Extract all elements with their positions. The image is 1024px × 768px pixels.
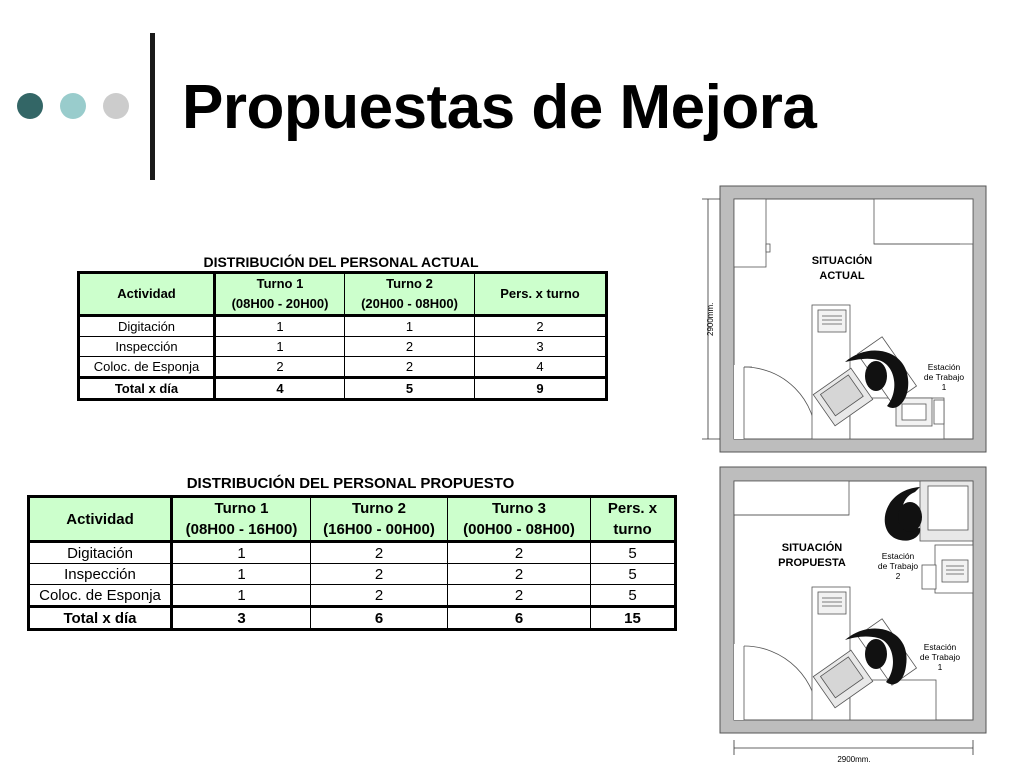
header-line1: Turno 1 bbox=[256, 276, 304, 291]
table-cell: 1 bbox=[172, 564, 311, 585]
table-cell: 1 bbox=[215, 337, 345, 357]
table-header-row bbox=[79, 273, 607, 316]
table-cell: 6 bbox=[448, 607, 591, 630]
table-total-row bbox=[79, 378, 607, 400]
table-cell: 2 bbox=[311, 564, 448, 585]
header-line1: Turno 3 bbox=[492, 500, 546, 517]
floor-plan-propuesta bbox=[690, 464, 995, 768]
situation-label-line1: SITUACIÓN bbox=[811, 255, 873, 267]
title-divider bbox=[150, 33, 155, 180]
table-cell: Inspección bbox=[79, 337, 215, 357]
table-actual bbox=[77, 271, 608, 401]
header-line2: (08H00 - 16H00) bbox=[185, 521, 298, 538]
table-cell: 6 bbox=[311, 607, 448, 630]
header-cell bbox=[172, 497, 311, 542]
header-line1: Turno 2 bbox=[386, 276, 433, 291]
table-cell: 5 bbox=[345, 378, 475, 400]
station-label-line3: 2 bbox=[895, 571, 901, 581]
cabinets bbox=[734, 481, 849, 515]
table-propuesto bbox=[27, 495, 677, 631]
workstation-2-desk bbox=[920, 481, 973, 593]
table-cell: Coloc. de Esponja bbox=[29, 585, 172, 607]
situation-label-line2: PROPUESTA bbox=[778, 557, 846, 569]
dimension-line bbox=[734, 740, 973, 755]
header-line1: Pers. x turno bbox=[500, 286, 580, 301]
table-row bbox=[79, 316, 607, 337]
table-cell: 1 bbox=[172, 585, 311, 607]
table-actual-caption: DISTRIBUCIÓN DEL PERSONAL ACTUAL bbox=[203, 254, 479, 270]
header-cell bbox=[311, 497, 448, 542]
table-cell: 5 bbox=[591, 585, 676, 607]
table-cell: 3 bbox=[172, 607, 311, 630]
header-line2: (16H00 - 00H00) bbox=[323, 521, 435, 538]
table-cell: 2 bbox=[345, 357, 475, 378]
table-row bbox=[79, 357, 607, 378]
header-cell bbox=[29, 497, 172, 542]
table-cell: Digitación bbox=[29, 542, 172, 564]
table-cell: 2 bbox=[448, 542, 591, 564]
bullet-dot-1 bbox=[17, 93, 43, 119]
header-line2: (08H00 - 20H00) bbox=[231, 296, 329, 311]
table-cell: 2 bbox=[215, 357, 345, 378]
table-cell: 9 bbox=[475, 378, 607, 400]
table-cell: 5 bbox=[591, 542, 676, 564]
table-cell: Total x día bbox=[29, 607, 172, 630]
header-cell bbox=[475, 273, 607, 316]
situation-label-line2: ACTUAL bbox=[819, 270, 865, 282]
station-label-line1: Estación bbox=[927, 362, 961, 372]
table-cell: 1 bbox=[345, 316, 475, 337]
table-cell: Digitación bbox=[79, 316, 215, 337]
bullet-dot-2 bbox=[60, 93, 86, 119]
header-line1: Actividad bbox=[66, 510, 134, 528]
station-label-line3: 1 bbox=[937, 662, 943, 672]
table-cell: 2 bbox=[448, 585, 591, 607]
table-header-row bbox=[29, 497, 676, 542]
header-line2: (20H00 - 08H00) bbox=[361, 296, 458, 311]
table-cell: 5 bbox=[591, 564, 676, 585]
table-cell: 2 bbox=[475, 316, 607, 337]
dimension-label: 2900mm. bbox=[706, 302, 715, 336]
table-row bbox=[29, 564, 676, 585]
table-cell: 1 bbox=[215, 316, 345, 337]
header-line1: Actividad bbox=[117, 286, 176, 301]
table-cell: 4 bbox=[475, 357, 607, 378]
table-cell: 2 bbox=[345, 337, 475, 357]
dimension-label: 2900mm. bbox=[837, 755, 871, 764]
header-cell bbox=[591, 497, 676, 542]
table-cell: 3 bbox=[475, 337, 607, 357]
floor-plan-actual bbox=[690, 183, 995, 455]
situation-label-line1: SITUACIÓN bbox=[781, 542, 843, 554]
table-cell: 2 bbox=[311, 585, 448, 607]
table-row bbox=[79, 337, 607, 357]
table-cell: 4 bbox=[215, 378, 345, 400]
table-cell: 1 bbox=[172, 542, 311, 564]
table-cell: 15 bbox=[591, 607, 676, 630]
table-cell: Inspección bbox=[29, 564, 172, 585]
table-cell: 2 bbox=[448, 564, 591, 585]
station-label-line2: de Trabajo bbox=[919, 652, 961, 662]
header-cell bbox=[345, 273, 475, 316]
station-label-line1: Estación bbox=[881, 551, 915, 561]
table-propuesto-caption: DISTRIBUCIÓN DEL PERSONAL PROPUESTO bbox=[186, 475, 515, 492]
bullet-dot-3 bbox=[103, 93, 129, 119]
header-line1: Turno 2 bbox=[352, 500, 406, 517]
header-line1: Pers. x bbox=[607, 500, 658, 517]
station-label-line3: 1 bbox=[941, 382, 947, 392]
table-cell: 2 bbox=[311, 542, 448, 564]
table-row bbox=[29, 585, 676, 607]
header-line1: Turno 1 bbox=[214, 500, 269, 517]
header-line2: turno bbox=[613, 521, 652, 538]
table-row bbox=[29, 542, 676, 564]
table-cell: Coloc. de Esponja bbox=[79, 357, 215, 378]
station-label-line2: de Trabajo bbox=[877, 561, 919, 571]
header-cell bbox=[79, 273, 215, 316]
station-label-line1: Estación bbox=[923, 642, 957, 652]
table-total-row bbox=[29, 607, 676, 630]
header-cell bbox=[448, 497, 591, 542]
station-label-line2: de Trabajo bbox=[923, 372, 965, 382]
header-line2: (00H00 - 08H00) bbox=[463, 521, 575, 538]
table-cell: Total x día bbox=[79, 378, 215, 400]
header-cell bbox=[215, 273, 345, 316]
page-title: Propuestas de Mejora bbox=[182, 73, 817, 142]
